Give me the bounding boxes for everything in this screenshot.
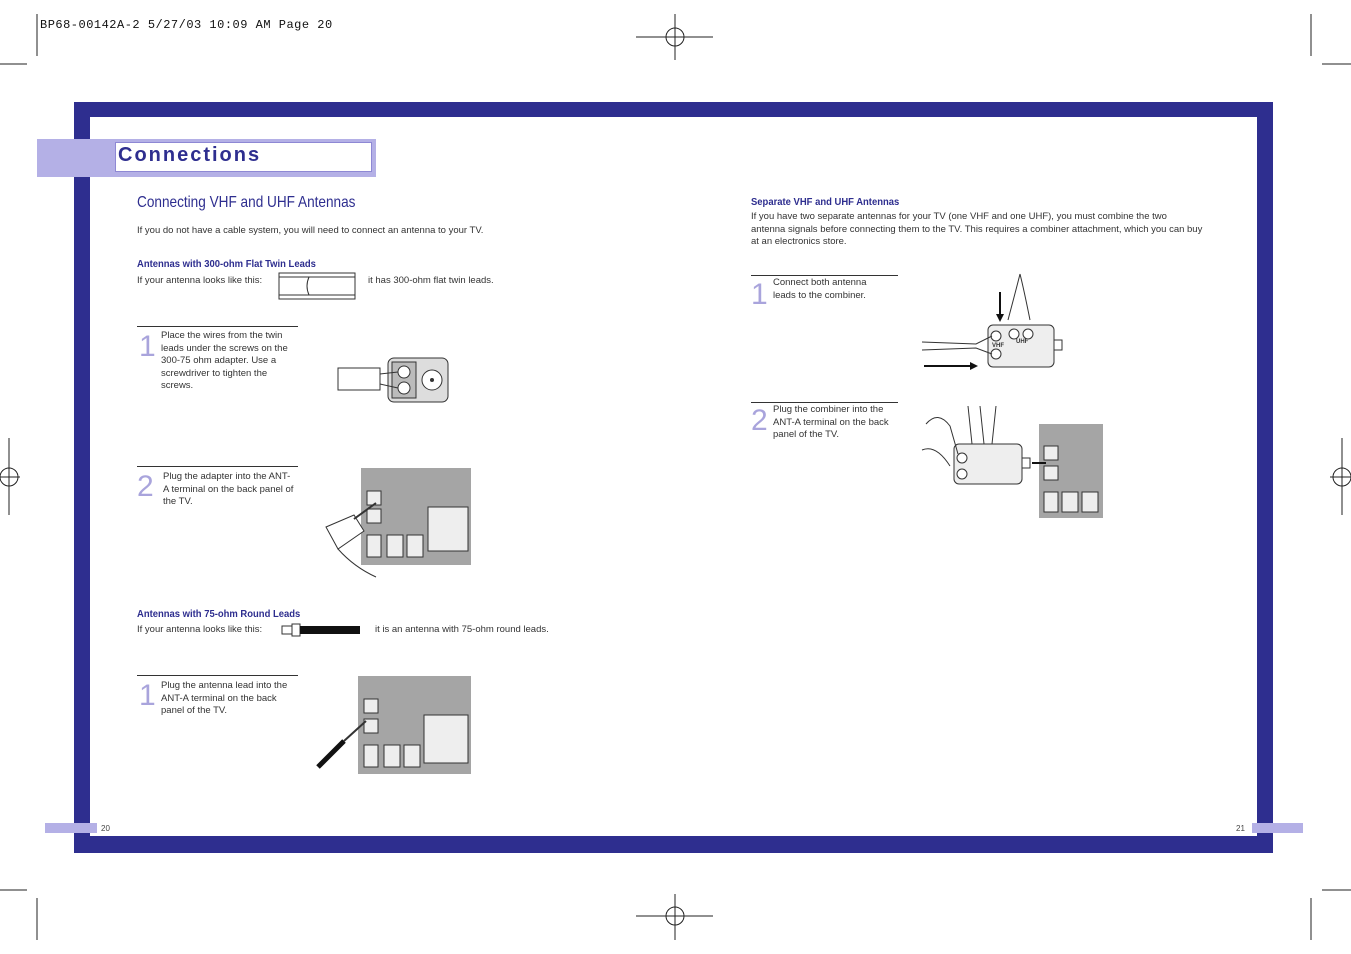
page-number-bar-right [1252, 823, 1303, 833]
step-number: 1 [751, 278, 768, 311]
step-text: Connect both antenna leads to the combiner. [773, 277, 867, 301]
step-number: 1 [139, 330, 156, 363]
section1-lead-in: If your antenna looks like this: [137, 275, 263, 286]
right-section-intro: If you have two separate antennas for your TV (one VHF and one UHF), you must combine the two antenna signals before connecting them to the TV. This requires a combiner attachment, which you can buy at an electronics store. [751, 211, 1203, 248]
step-divider [137, 675, 298, 676]
step-text: Plug the combiner into the ANT-A terminal on the back panel of the TV. [773, 404, 889, 441]
print-slug: BP68-00142A-2 5/27/03 10:09 AM Page 20 [40, 18, 333, 32]
main-heading: Connecting VHF and UHF Antennas [137, 194, 356, 211]
flat-twin-lead-icon [277, 271, 357, 301]
page-number-right: 21 [1236, 824, 1245, 833]
section-title: Connections [118, 144, 262, 166]
combiner-to-tv-illustration-icon [920, 404, 1105, 520]
section2-lead-out: it is an antenna with 75-ohm round leads. [375, 624, 549, 635]
tv-back-panel-round-lead-icon [314, 675, 472, 775]
step-number: 1 [139, 679, 156, 712]
step-text: Plug the adapter into the ANT-A terminal on the back panel of the TV. [163, 471, 294, 508]
round-lead-icon [280, 622, 362, 638]
step-number: 2 [137, 470, 154, 503]
section1-lead-out: it has 300-ohm flat twin leads. [368, 275, 494, 286]
section1-title: Antennas with 300-ohm Flat Twin Leads [137, 258, 316, 270]
step-text: Place the wires from the twin leads under the screws on the 300-75 ohm adapter. Use a screwdriver to tighten the screws. [161, 330, 288, 392]
step-divider [137, 326, 298, 327]
step-number: 2 [751, 404, 768, 437]
right-section-title: Separate VHF and UHF Antennas [751, 196, 900, 208]
combiner-vhf-label: VHF [992, 343, 1004, 349]
combiner-uhf-label: UHF [1016, 339, 1029, 345]
step-divider [751, 275, 898, 276]
page-number-bar-left [45, 823, 97, 833]
tv-back-panel-adapter-icon [314, 467, 472, 579]
intro-text: If you do not have a cable system, you will need to connect an antenna to your TV. [137, 225, 484, 236]
section2-lead-in: If your antenna looks like this: [137, 624, 263, 635]
step-divider [751, 402, 898, 403]
page-number-left: 20 [101, 824, 110, 833]
section2-title: Antennas with 75-ohm Round Leads [137, 608, 301, 620]
combiner-illustration-icon [920, 270, 1068, 372]
adapter-illustration-icon [336, 350, 454, 408]
step-text: Plug the antenna lead into the ANT-A terminal on the back panel of the TV. [161, 680, 288, 717]
step-divider [137, 466, 298, 467]
